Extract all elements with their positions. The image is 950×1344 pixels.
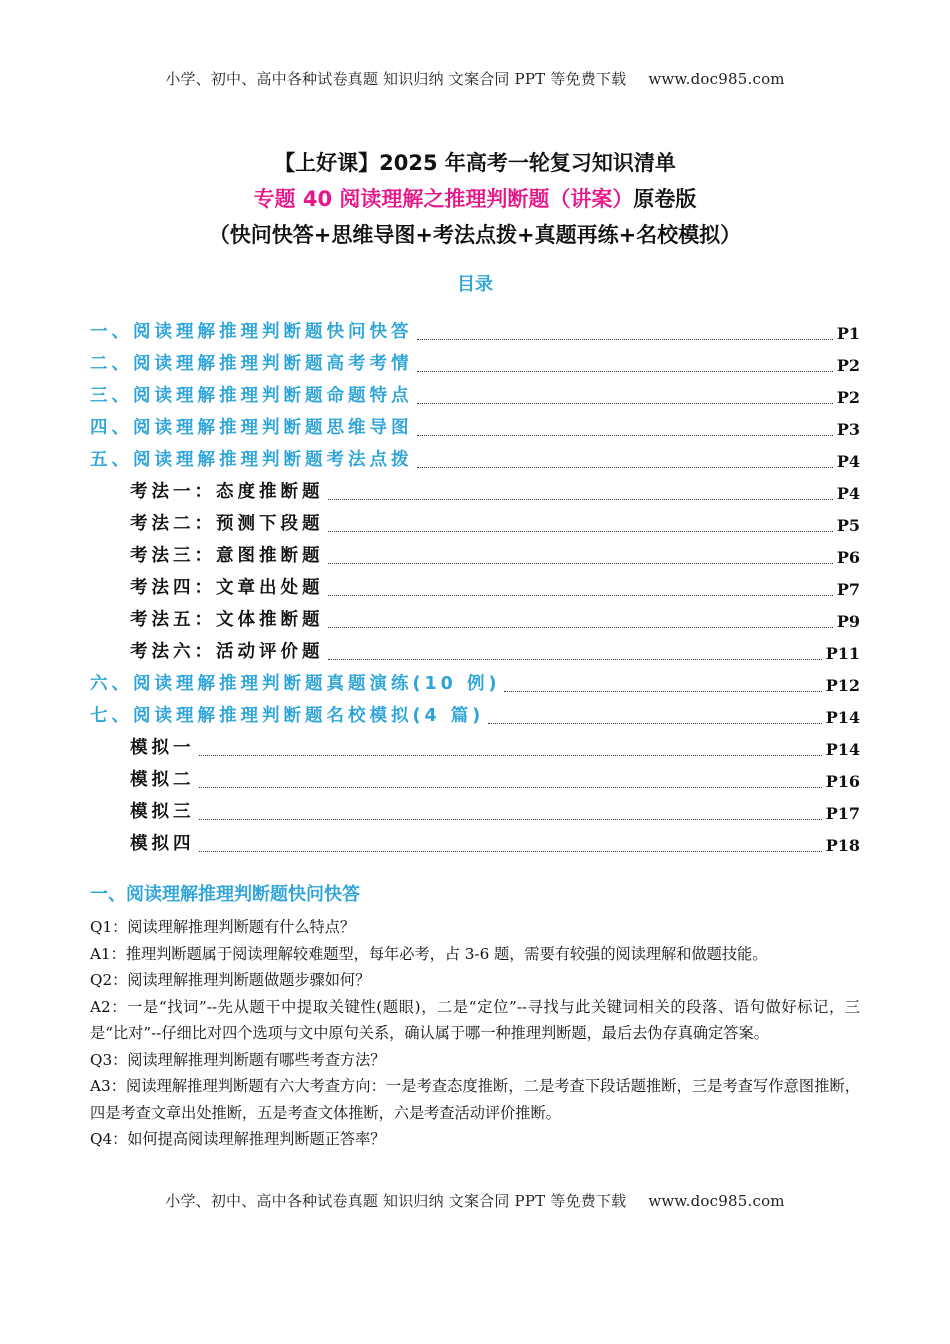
toc-item-page: P4 bbox=[836, 452, 860, 471]
question-4: Q4：如何提高阅读理解推理判断题正答率？ bbox=[90, 1130, 386, 1148]
title-line-2 bbox=[0, 184, 950, 220]
toc-subitem[interactable] bbox=[90, 826, 860, 858]
toc-item-label: 考法三：意图推断题 bbox=[130, 546, 324, 566]
toc-item-label: 六、阅读理解推理判断题真题演练(10 例) bbox=[90, 674, 501, 694]
toc-item-page: P1 bbox=[836, 324, 860, 343]
toc-item-label: 三、阅读理解推理判断题命题特点 bbox=[90, 386, 413, 406]
toc-leader bbox=[504, 690, 821, 692]
toc-item-page: P2 bbox=[836, 356, 860, 375]
toc-item[interactable] bbox=[90, 442, 860, 474]
toc-subitem[interactable] bbox=[90, 538, 860, 570]
answer-1: A1：推理判断题属于阅读理解较难题型，每年必考，占 3-6 题，需要有较强的阅读理解和做题技能。 bbox=[90, 944, 768, 963]
answer-3: A3：阅读理解推理判断题有六大考查方向：一是考查态度推断，二是考查下段话题推断，三是考查写作意图推断，四是考查文章出处推断，五是考查文体推断，六是考查活动评价推断。 bbox=[90, 1077, 860, 1122]
toc-item-page: P7 bbox=[836, 580, 860, 599]
toc-item-page: P14 bbox=[825, 708, 860, 727]
toc-item-page: P12 bbox=[825, 676, 860, 695]
toc-leader bbox=[328, 530, 833, 532]
page-header bbox=[0, 68, 950, 89]
toc-item-page: P3 bbox=[836, 420, 860, 439]
toc-item-page: P9 bbox=[836, 612, 860, 631]
toc-item-label: 考法六：活动评价题 bbox=[130, 642, 324, 662]
toc-item-label: 五、阅读理解推理判断题考法点拨 bbox=[90, 450, 413, 470]
answer-2: A2：一是“找词”--先从题干中提取关键性(题眼)，二是“定位”--寻找与此关键词相关的段落、语句做好标记，三是“比对”--仔细比对四个选项与文中原句关系，确认属于哪一种推理判断题，最后去伪存真确定答案。 bbox=[90, 997, 860, 1042]
table-of-contents bbox=[90, 314, 860, 858]
toc-item[interactable] bbox=[90, 698, 860, 730]
toc-leader bbox=[328, 562, 833, 564]
toc-item-label: 模拟三 bbox=[130, 802, 195, 822]
toc-subitem[interactable] bbox=[90, 794, 860, 826]
title-version: 原卷版 bbox=[633, 187, 697, 211]
footer-url[interactable]: www.doc985.com bbox=[648, 1192, 785, 1210]
header-url[interactable]: www.doc985.com bbox=[648, 70, 785, 88]
toc-item-label: 模拟四 bbox=[130, 834, 195, 854]
toc-subitem[interactable] bbox=[90, 474, 860, 506]
toc-subitem[interactable] bbox=[90, 762, 860, 794]
title-line-1: 【上好课】2025 年高考一轮复习知识清单 bbox=[274, 151, 676, 175]
toc-item-label: 考法五：文体推断题 bbox=[130, 610, 324, 630]
page-footer bbox=[0, 1190, 950, 1211]
section-heading: 一、阅读理解推理判断题快问快答 bbox=[90, 884, 360, 905]
toc-item-page: P11 bbox=[825, 644, 860, 663]
question-2: Q2：阅读理解推理判断题做题步骤如何？ bbox=[90, 971, 371, 989]
toc-leader bbox=[417, 466, 833, 468]
title-block bbox=[0, 148, 950, 256]
toc-subitem[interactable] bbox=[90, 506, 860, 538]
toc-item-page: P17 bbox=[825, 804, 860, 823]
toc-item-label: 考法二：预测下段题 bbox=[130, 514, 324, 534]
toc-subitem[interactable] bbox=[90, 730, 860, 762]
toc-item-page: P16 bbox=[825, 772, 860, 791]
toc-leader bbox=[417, 434, 833, 436]
toc-item-label: 考法一：态度推断题 bbox=[130, 482, 324, 502]
toc-leader bbox=[328, 498, 833, 500]
toc-item-page: P5 bbox=[836, 516, 860, 535]
toc-item-page: P18 bbox=[825, 836, 860, 855]
section-quick-qa bbox=[90, 880, 860, 1153]
toc-item-label: 四、阅读理解推理判断题思维导图 bbox=[90, 418, 413, 438]
toc-leader bbox=[417, 338, 833, 340]
toc-item-label: 模拟二 bbox=[130, 770, 195, 790]
toc-item-label: 一、阅读理解推理判断题快问快答 bbox=[90, 322, 413, 342]
toc-item-page: P6 bbox=[836, 548, 860, 567]
toc-leader bbox=[199, 818, 822, 820]
toc-leader bbox=[417, 370, 833, 372]
toc-leader bbox=[199, 786, 822, 788]
toc-leader bbox=[417, 402, 833, 404]
toc-item-page: P4 bbox=[836, 484, 860, 503]
question-1: Q1：阅读理解推理判断题有什么特点？ bbox=[90, 918, 356, 936]
toc-item-page: P14 bbox=[825, 740, 860, 759]
toc-leader bbox=[328, 626, 833, 628]
toc-heading: 目录 bbox=[457, 274, 493, 295]
title-line-3: （快问快答+思维导图+考法点拨+真题再练+名校模拟） bbox=[208, 223, 742, 247]
toc-subitem[interactable] bbox=[90, 634, 860, 666]
header-text: 小学、初中、高中各种试卷真题 知识归纳 文案合同 PPT 等免费下载 bbox=[165, 70, 627, 88]
toc-leader bbox=[488, 722, 821, 724]
toc-subitem[interactable] bbox=[90, 602, 860, 634]
title-topic: 专题 40 阅读理解之推理判断题（讲案） bbox=[253, 187, 634, 211]
toc-leader bbox=[328, 594, 833, 596]
toc-item[interactable] bbox=[90, 410, 860, 442]
toc-item-label: 七、阅读理解推理判断题名校模拟(4 篇) bbox=[90, 706, 485, 726]
toc-leader bbox=[199, 754, 822, 756]
toc-item[interactable] bbox=[90, 314, 860, 346]
toc-item-label: 二、阅读理解推理判断题高考考情 bbox=[90, 354, 413, 374]
toc-item[interactable] bbox=[90, 666, 860, 698]
question-3: Q3：阅读理解推理判断题有哪些考查方法？ bbox=[90, 1050, 386, 1069]
toc-item-label: 考法四：文章出处题 bbox=[130, 578, 324, 598]
toc-subitem[interactable] bbox=[90, 570, 860, 602]
toc-item[interactable] bbox=[90, 378, 860, 410]
toc-leader bbox=[328, 658, 822, 660]
toc-item-label: 模拟一 bbox=[130, 738, 195, 758]
toc-leader bbox=[199, 850, 822, 852]
toc-item-page: P2 bbox=[836, 388, 860, 407]
footer-text: 小学、初中、高中各种试卷真题 知识归纳 文案合同 PPT 等免费下载 bbox=[165, 1192, 627, 1210]
toc-item[interactable] bbox=[90, 346, 860, 378]
